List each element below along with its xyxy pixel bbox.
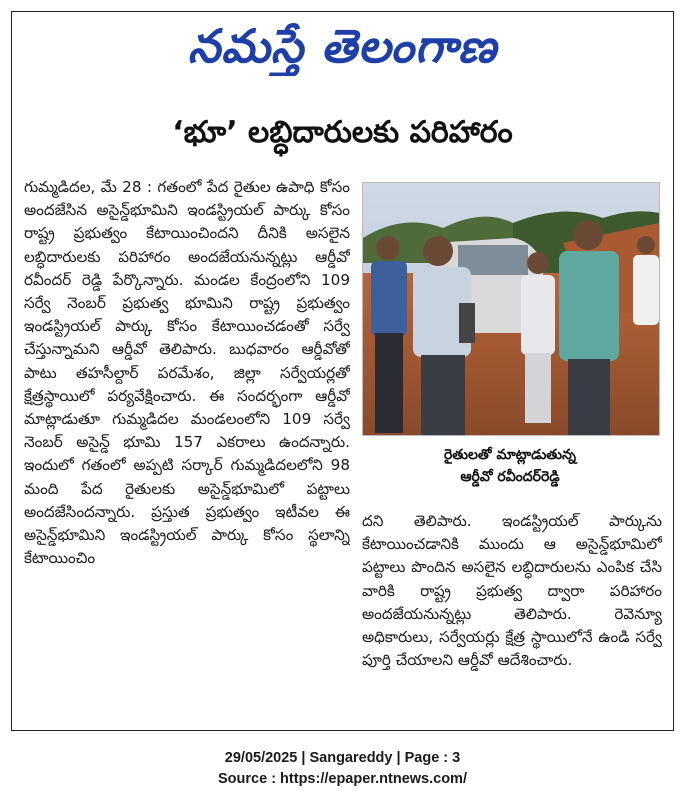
article-headline: ‘భూ’ లబ్ధిదారులకు పరిహారం: [172, 115, 513, 150]
article-column-left: [24, 176, 350, 728]
footer-date-edition: 29/05/2025 | Sangareddy | Page : 3: [224, 750, 461, 766]
photo-caption: [362, 444, 658, 500]
photo-caption-line-2: ఆర్డీవో రవీందర్‌రెడ్డి: [460, 469, 560, 485]
article-body-left: గుమ్మడిదల, మే 28 : గతంలో పేద రైతుల ఉపాధి కోసం అందజేసిన అసైన్డ్‌భూమిని ఇండస్ట్రియల్ పార్కు కోసం రాష్ట్ర ప్రభుత్వం కేటాయించిందని దీనికి అసలైన లబ్ధిదారులకు పరిహారం అందజేయనున్నట్లు ఆర్డీవో రవీందర్ రెడ్డి పేర్కొన్నారు. మండల కేంద్రంలోని 109 సర్వే నెంబర్ ప్రభుత్వ భూమిని రాష్ట్ర ప్రభుత్వం ఇండస్ట్రియల్ పార్కు కోసం కేటాయించడంతో సర్వే చేస్తున్నామని ఆర్డీవో తెలిపారు. బుధవారం ఆర్డీవోతో పాటు తహసీల్దార్ పరమేశం, జిల్లా సర్వేయర్లతో క్షేత్రస్థాయిలో పర్యవేక్షించారు. ఈ సందర్భంగా ఆర్డీవో మాట్లాడుతూ గుమ్మడిదల మండలంలోని 109 సర్వే నెంబర్ అసైన్డ్ భూమి 157 ఎకరాలు ఉందన్నారు. ఇందులో గతంలో అప్పటి సర్కార్ గుమ్మడిదలలోని 98 మంది పేద రైతులకు అసైన్డ్‌భూమిలో పట్టాలు అందజేసిందన్నారు. ప్రస్తుత ప్రభుత్వం ఇటీవల ఈ అసైన్డ్‌భూమిని ఇండస్ట్రియల్ పార్కు కోసం స్థలాన్ని కేటాయించిం: [24, 178, 350, 568]
article-body-right: దని తెలిపారు. ఇండస్ట్రియల్ పార్కును కేటాయించడానికి ముందు ఆ అసైన్డ్‌భూమిలో పట్టాలు పొందిన అసలైన లబ్ధిదారులను ఎంపిక చేసి వారికి రాష్ట్ర ప్రభుత్వ ద్వారా పరిహారం అందజేయనున్నట్లు తెలిపారు. రెవెన్యూ అధికారులు, సర్వేయర్లు క్షేత్ర స్థాయిలోనే ఉండి సర్వే పూర్తి చేయాలని ఆర్డీవో ఆదేశించారు.: [362, 512, 662, 670]
footer-source-link[interactable]: Source : https://epaper.ntnews.com/: [218, 771, 467, 787]
article-column-right: [362, 510, 662, 720]
photo-caption-line-1: రైతులతో మాట్లాడుతున్న: [443, 447, 577, 463]
page-footer: [0, 748, 685, 790]
photo-illustration: [363, 183, 659, 435]
newspaper-masthead: నమస్తే తెలంగాణ: [187, 19, 498, 73]
article-photo: [362, 182, 660, 436]
